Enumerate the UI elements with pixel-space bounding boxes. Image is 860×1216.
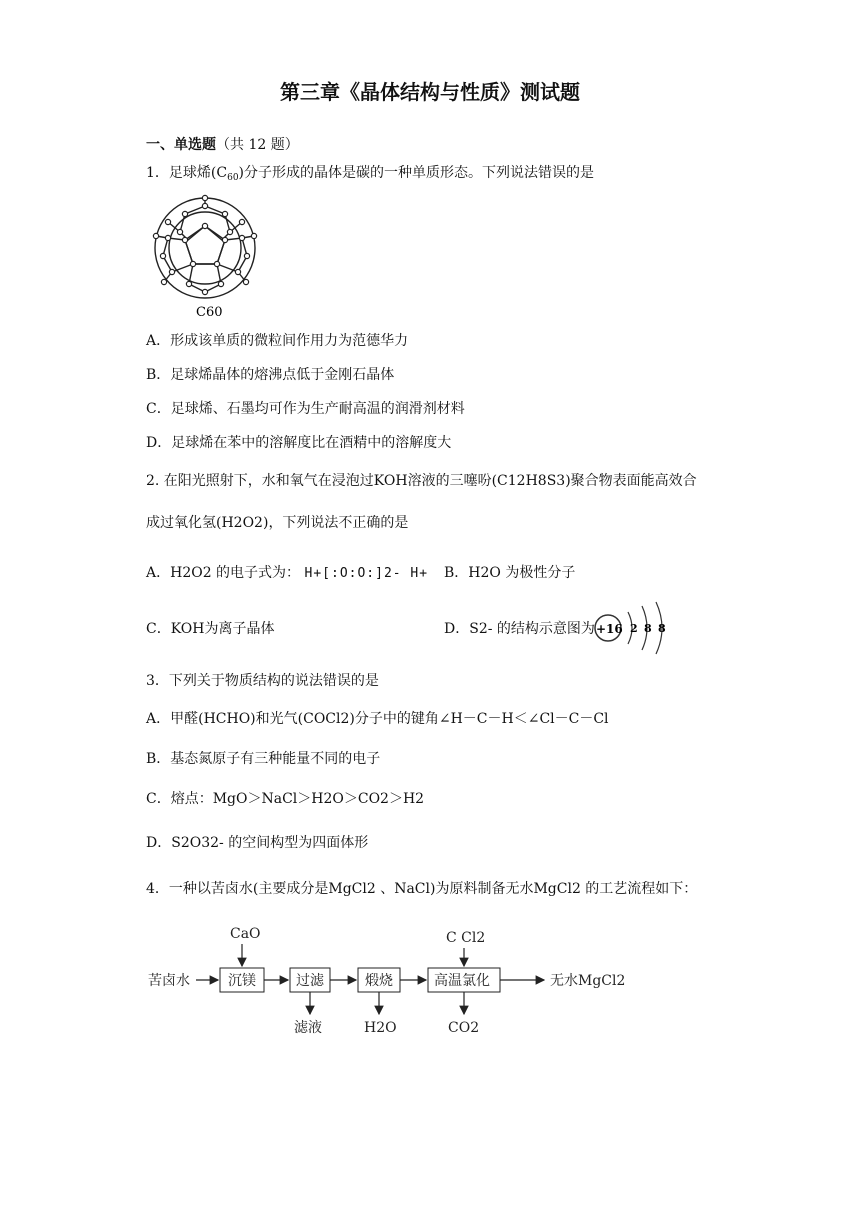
flow-step-1: 沉镁 [228, 973, 256, 989]
sulfide-ion-structure-diagram [592, 600, 672, 656]
q3-option-c: C．熔点：MgO＞NaCl＞H2O＞CO2＞H2 [146, 791, 425, 807]
q1-stem-part-b: )分子形成的晶体是碳的一种单质形态。下列说法错误的是 [238, 165, 595, 181]
q2-thiophene-formula: C12H8S3 [497, 473, 566, 489]
flow-output-3: H2O [364, 1020, 397, 1036]
q1-option-c: C．足球烯、石墨均可作为生产耐高温的润滑剂材料 [146, 401, 465, 417]
q2-option-d [444, 620, 595, 638]
section-count: （共 12 题） [216, 137, 299, 153]
shell-2-count: 8 [644, 622, 652, 635]
q1-stem-subscript: 60 [227, 173, 239, 183]
q2-option-a-label: A．H2O2 的电子式为： [146, 565, 301, 581]
flow-step-2: 过滤 [296, 973, 324, 989]
shell-1-count: 2 [630, 622, 638, 635]
q2-option-c: C．KOH为离子晶体 [146, 621, 275, 637]
q3-option-a: A．甲醛(HCHO)和光气(COCl2)分子中的键角∠H－C－H＜∠Cl－C－Cl [146, 711, 609, 727]
q2-line2-part-b: ，下列说法不正确的是 [268, 515, 409, 531]
flow-output-4: CO2 [448, 1020, 480, 1036]
q2-line1-part-b: )聚合物表面能高效合 [565, 473, 697, 489]
q2-line2-part-a: 成过氧化氢 [146, 515, 216, 531]
q1-option-b: B．足球烯晶体的熔沸点低于金刚石晶体 [146, 367, 395, 383]
q2-option-a [146, 564, 428, 583]
sulfide-nucleus-label: +16 [596, 622, 623, 636]
section-label: 一、单选题 [146, 137, 216, 153]
h2o2-electron-formula: H+[:O:O:]2- H+ [304, 566, 429, 581]
question-1-stem [146, 164, 594, 187]
q2-option-d-label: D．S2- 的结构示意图为 [444, 621, 595, 637]
q2-h2o2-formula: (H2O2) [216, 515, 269, 531]
c60-figure-label: C60 [196, 305, 223, 320]
q1-stem-part-a: 1．足球烯(C [146, 165, 228, 181]
question-2-line-1 [146, 472, 697, 490]
flow-input-1: CaO [230, 926, 261, 942]
mgcl2-process-flowchart [140, 920, 660, 1040]
question-4-stem: 4．一种以苦卤水(主要成分是MgCl2 、NaCl)为原料制备无水MgCl2 的工艺流程如下： [146, 881, 698, 897]
q3-option-d: D．S2O32- 的空间构型为四面体形 [146, 835, 369, 851]
q3-option-b: B．基态氮原子有三种能量不同的电子 [146, 751, 381, 767]
c60-molecule-figure [146, 192, 264, 322]
q2-line1-part-a: 2. 在阳光照射下，水和氧气在浸泡过KOH溶液的三噻吩( [146, 473, 498, 489]
question-3-stem: 3．下列关于物质结构的说法错误的是 [146, 673, 379, 689]
flow-end-label: 无水MgCl2 [550, 973, 626, 989]
flow-step-4: 高温氯化 [434, 973, 490, 989]
flow-input-4: C Cl2 [446, 930, 486, 946]
q1-option-d: D．足球烯在苯中的溶解度比在酒精中的溶解度大 [146, 435, 452, 451]
flow-step-3: 煅烧 [365, 973, 393, 989]
flow-start-label: 苦卤水 [148, 973, 190, 989]
shell-3-count: 8 [658, 622, 666, 635]
page-title: 第三章《晶体结构与性质》测试题 [280, 80, 580, 104]
flow-output-2: 滤液 [294, 1020, 322, 1036]
q1-option-a: A．形成该单质的微粒间作用力为范德华力 [146, 333, 409, 349]
question-2-line-2 [146, 514, 408, 532]
q2-option-b: B．H2O 为极性分子 [444, 565, 576, 581]
section-heading [146, 136, 299, 154]
